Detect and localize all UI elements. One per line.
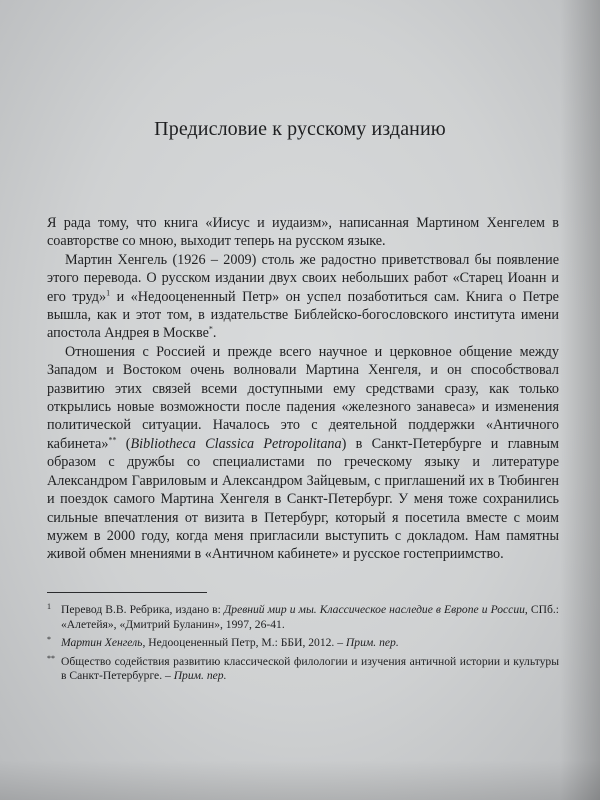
footnote-2: [47, 636, 559, 651]
footnote-3-text-a: Общество содействия развитию классической филологии и изучения античной истории и культуры в Санкт-Петербурге. –: [61, 654, 559, 682]
footnote-1-mark: 1: [47, 602, 51, 611]
paragraph-2-text-b: и «Недооцененный Петр» он успел позаботиться сам. Книга о Петре вышла, как и этот том, в издательстве Библейско-богословского института имени апостола Андрея в Москве: [47, 288, 559, 342]
footnote-1-italic: Древний мир и мы. Классическое наследие в Европе и России: [223, 603, 525, 616]
paragraph-1-text: Я рада тому, что книга «Иисус и иудаизм», написанная Мартином Хенгелем в соавторстве со мною, выходит теперь на русском языке.: [47, 215, 559, 250]
footnote-3-italic: Прим. пер.: [173, 669, 227, 682]
paragraph-2-text-a: Мартин Хенгель (1926 – 2009) столь же радостно приветствовал бы появление этого перевода. О русском издании двух своих небольших работ «Старец Иоанн и его труд»: [47, 251, 559, 305]
footnote-divider: [47, 592, 207, 593]
paragraph-3-text-a: Отношения с Россией и прежде всего научное и церковное общение между Западом и Востоком очень волновали Мартина Хенгеля, и он способствовал развитию этих связей всеми доступными ему средствами сразу, как только открылись новые возможности после падения «железного занавеса» и изменения политической ситуации. Началось это с деятельной поддержки «Античного кабинета»: [47, 343, 559, 452]
footnote-ref-star: *: [208, 324, 213, 334]
footnote-1-text-a: Перевод В.В. Ребрика, издано в:: [61, 603, 224, 616]
page-title: Предисловие к русскому изданию: [154, 118, 446, 140]
page-shadow-bottom: [0, 760, 600, 800]
footnote-2-italic-2: Прим. пер.: [345, 636, 399, 649]
paragraph-3-text-b: (: [116, 435, 131, 452]
body-text: [47, 214, 559, 564]
footnote-2-italic: Мартин Хенгель: [61, 636, 143, 649]
paragraph-3: [47, 343, 559, 564]
footnote-1: [47, 603, 559, 632]
footnote-ref-double-star: **: [108, 435, 117, 445]
paragraph-2-text-c: .: [212, 325, 217, 342]
footnote-3-mark: **: [47, 653, 55, 663]
footnotes: [47, 603, 559, 688]
footnote-3: [47, 655, 559, 684]
footnote-2-text-a: , Недооцененный Петр, М.: ББИ, 2012. –: [142, 636, 346, 649]
footnote-2-mark: *: [47, 635, 51, 644]
paragraph-1: [47, 214, 559, 251]
paragraph-2: [47, 251, 559, 343]
paragraph-3-italic: Bibliotheca Classica Petropolitana: [130, 435, 342, 452]
paragraph-3-text-c: ) в Санкт-Петербурге и главным образом с дружбы со специалистами по греческому языку и литературе Александром Гавриловым и Александром Зайцевым, с приглашений их в Тюбинген и поездок самого Мартина Хенгеля в Санкт-Петербург. У меня тоже сохранились сильные впечатления от визита в Петербург, который я посетила вместе с моим мужем в 2000 году, когда меня пригласили выступить с докладом. Нам памятны живой обмен мнениями в «Античном кабинете» и русское гостеприимство.: [47, 435, 559, 563]
footnote-1-text-b: , СПб.: «Алетейя», «Дмитрий Буланин», 1997, 26-41.: [61, 603, 559, 631]
footnote-ref-1: 1: [106, 287, 111, 297]
